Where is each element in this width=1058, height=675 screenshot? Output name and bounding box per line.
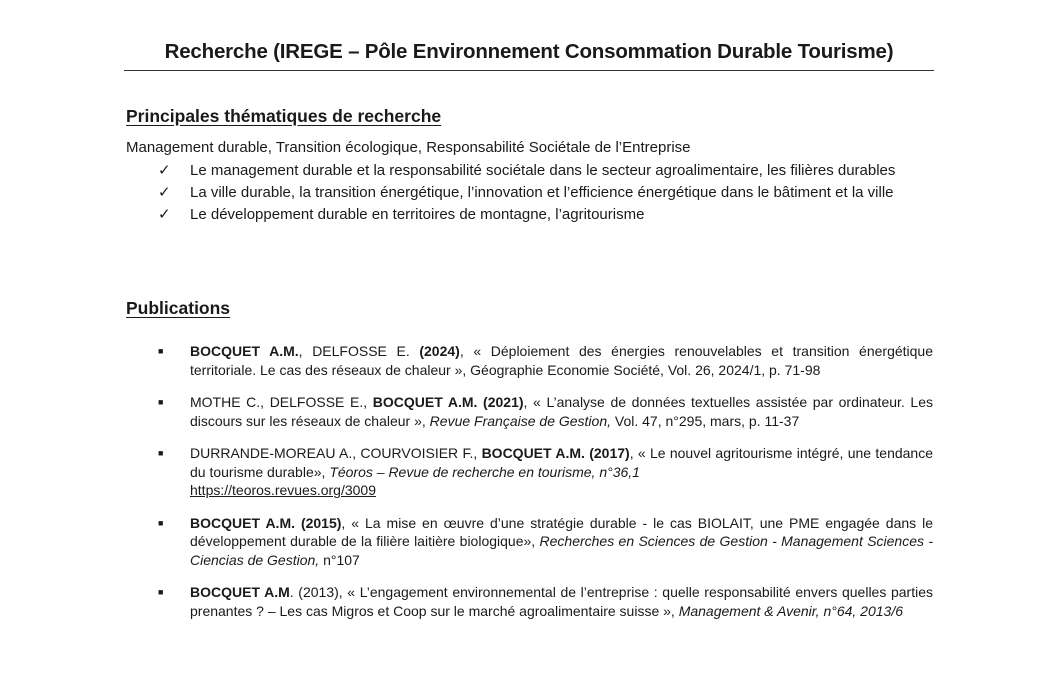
pub-year: . (2013) [289,584,339,600]
pub-title: , « Déploiement des énergies renouvelables et transition énergétique territoriale. Le cas des réseaux de chaleur », Géographie Economie Société, Vol. 26, 2024/1, p. 71-98 [190,343,933,378]
publication-item [158,393,933,430]
pub-title: , « L’engagement environnemental de l’entreprise : quelle responsabilité envers quelles parties prenantes ? – Les cas Migros et Coop sur le marché agroalimentaire suisse », [190,584,933,619]
publication-item [158,444,933,500]
pub-journal: Recherches en Sciences de Gestion - Management Sciences - Ciencias de Gestion, [190,533,933,568]
square-bullet-icon: ■ [158,587,164,597]
pub-journal: Revue Française de Gestion, [425,412,612,429]
theme-text: Le développement durable en territoires de montagne, l’agritourisme [190,206,645,223]
pub-authors: DURRANDE-MOREAU A., COURVOISIER F., [190,445,482,461]
square-bullet-icon: ■ [158,448,164,458]
theme-text: La ville durable, la transition énergétique, l’innovation et l’efficience énergétique dans le bâtiment et la ville [190,184,894,201]
checkmark-icon: ✓ [158,206,171,223]
pub-journal: Management & Avenir, n°64, 2013/6 [678,602,903,619]
publications-list [158,342,933,634]
pub-authors: , DELFOSSE E. [298,343,420,359]
pub-title: , « Le nouvel agritourisme intégré, une tendance du tourisme durable», [190,445,934,480]
pub-title: , « La mise en œuvre d’une stratégie durable - le cas BIOLAIT, une PME engagée dans le développement durable de la filière laitière biologique», [190,514,933,549]
pub-link[interactable]: https://teoros.revues.org/3009 [190,482,376,498]
pub-title: , « L’analyse de données textuelles assistée par ordinateur. Les discours sur les réseaux de chaleur », [190,394,933,429]
pub-details: Vol. 47, n°295, mars, p. 11-37 [611,412,800,429]
pub-author-bold: BOCQUET A.M. [190,343,299,359]
publication-item [158,342,933,379]
pub-authors: MOTHE C., DELFOSSE E., [190,394,373,410]
themes-list [158,160,933,225]
theme-text: Le management durable et la responsabilité sociétale dans le secteur agroalimentaire, les filières durables [190,162,896,179]
themes-heading: Principales thématiques de recherche [126,106,442,126]
pub-author-bold: BOCQUET A.M. (2015) [190,514,342,531]
pub-journal: Téoros – Revue de recherche en tourisme, n°36,1 [329,463,640,480]
theme-item [158,160,933,181]
publications-heading: Publications [126,298,231,318]
square-bullet-icon: ■ [158,397,164,407]
publication-item [158,583,933,620]
square-bullet-icon: ■ [158,517,164,528]
publication-item [158,514,933,570]
checkmark-icon: ✓ [158,184,171,201]
pub-details: n°107 [319,551,360,568]
checkmark-icon: ✓ [158,162,171,179]
square-bullet-icon: ■ [158,346,164,356]
pub-author-bold: BOCQUET A.M. (2017) [481,445,630,461]
page-title: Recherche (IREGE – Pôle Environnement Consommation Durable Tourisme) [124,40,934,71]
pub-author-bold: BOCQUET A.M [190,584,290,600]
pub-year: (2024) [419,343,460,359]
themes-intro: Management durable, Transition écologique, Responsabilité Sociétale de l’Entreprise [126,139,691,156]
theme-item [158,182,933,203]
pub-author-bold: BOCQUET A.M. (2021) [372,394,524,410]
theme-item [158,204,933,225]
